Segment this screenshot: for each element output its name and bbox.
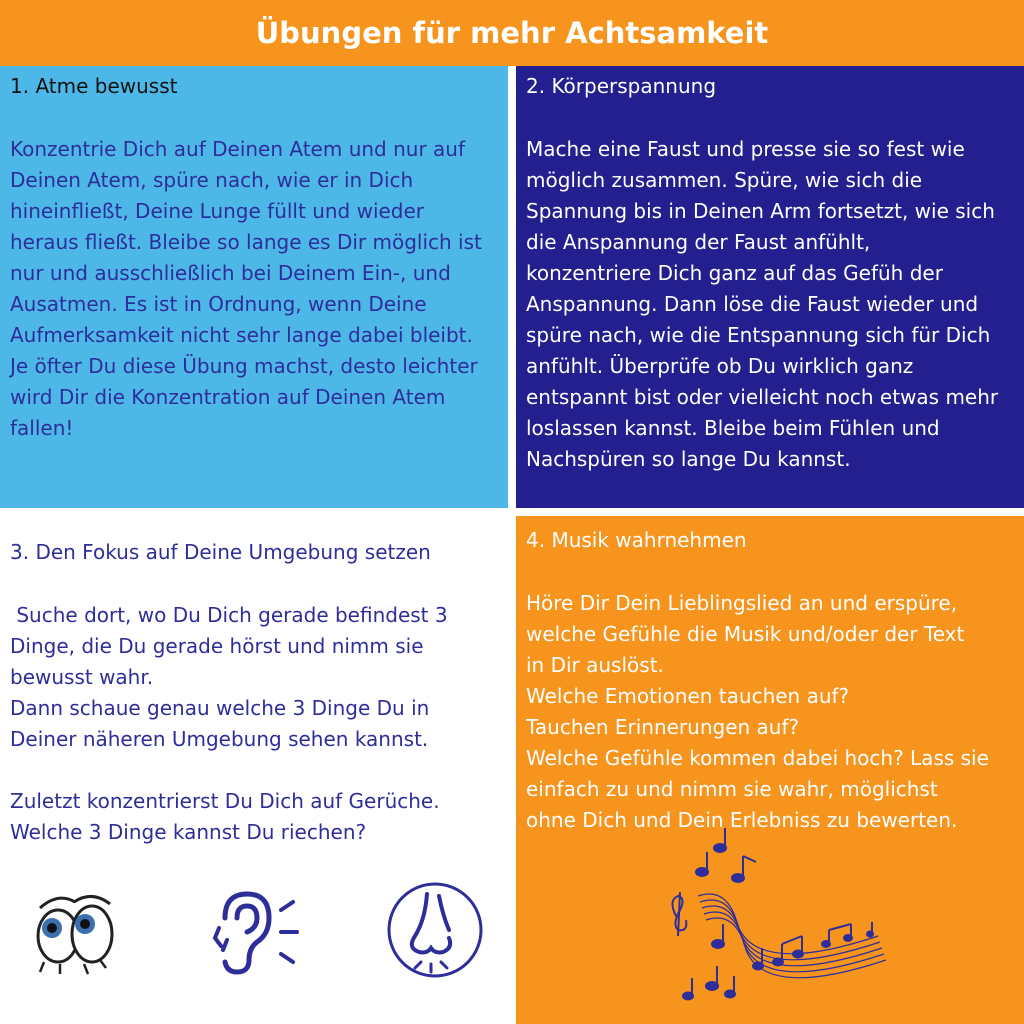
music-notes-icon xyxy=(658,826,888,1006)
senses-icons xyxy=(0,878,508,988)
text-line: Spannung bis in Deinen Arm fortsetzt, wie sich xyxy=(526,199,995,223)
panel-title: 4. Musik wahrnehmen xyxy=(526,528,747,552)
text-line: Deiner näheren Umgebung sehen kannst. xyxy=(10,727,429,751)
panel-text xyxy=(10,134,498,444)
text-line: nur und ausschließlich bei Deinem Ein-, und xyxy=(10,261,451,285)
text-line: heraus fließt. Bleibe so lange es Dir möglich ist xyxy=(10,230,482,254)
header-banner xyxy=(0,0,1024,66)
text-line: bewusst wahr. xyxy=(10,665,154,689)
panel-atme-bewusst xyxy=(0,66,508,508)
text-line: Zuletzt konzentrierst Du Dich auf Gerüche. xyxy=(10,789,440,813)
text-line: loslassen kannst. Bleibe beim Fühlen und xyxy=(526,416,940,440)
text-line: Höre Dir Dein Lieblingslied an und erspüre, xyxy=(526,591,958,615)
page-title: Übungen für mehr Achtsamkeit xyxy=(255,16,769,50)
text-line: Je öfter Du diese Übung machst, desto leichter xyxy=(10,354,478,378)
panel-koerperspannung xyxy=(516,66,1024,508)
text-line: Suche dort, wo Du Dich gerade befindest 3 xyxy=(10,603,448,627)
text-line: Aufmerksamkeit nicht sehr lange dabei bleibt. xyxy=(10,323,473,347)
text-line: Konzentrie Dich auf Deinen Atem und nur auf xyxy=(10,137,466,161)
text-line: entspannt bist oder vielleicht noch etwas mehr xyxy=(526,385,999,409)
panel-text xyxy=(526,134,1016,475)
text-line: Ausatmen. Es ist in Ordnung, wenn Deine xyxy=(10,292,427,316)
panel-title: 2. Körperspannung xyxy=(526,74,717,98)
text-line: Welche Emotionen tauchen auf? xyxy=(526,684,850,708)
text-line: Anspannung. Dann löse die Faust wieder und xyxy=(526,292,979,316)
text-line: fallen! xyxy=(10,416,74,440)
text-line: Welche 3 Dinge kannst Du riechen? xyxy=(10,820,367,844)
text-line: Deinen Atem, spüre nach, wie er in Dich xyxy=(10,168,414,192)
text-line: Nachspüren so lange Du kannst. xyxy=(526,447,851,471)
text-line: konzentriere Dich ganz auf das Gefüh der xyxy=(526,261,943,285)
nose-icon xyxy=(377,880,495,980)
text-line: einfach zu und nimm sie wahr, möglichst xyxy=(526,777,938,801)
eyes-icon xyxy=(30,888,120,978)
text-line: Dinge, die Du gerade hörst und nimm sie xyxy=(10,634,424,658)
panel-title: 1. Atme bewusst xyxy=(10,74,178,98)
text-line: die Anspannung der Faust anfühlt, xyxy=(526,230,871,254)
panel-text xyxy=(10,600,498,848)
panel-text xyxy=(526,588,1016,836)
text-line: wird Dir die Konzentration auf Deinen Atem xyxy=(10,385,446,409)
ear-icon xyxy=(205,888,300,978)
text-line: Tauchen Erinnerungen auf? xyxy=(526,715,800,739)
panel-title: 3. Den Fokus auf Deine Umgebung setzen xyxy=(10,540,431,564)
text-line: welche Gefühle die Musik und/oder der Text xyxy=(526,622,965,646)
text-line: anfühlt. Überprüfe ob Du wirklich ganz xyxy=(526,354,914,378)
text-line: Mache eine Faust und presse sie so fest wie xyxy=(526,137,965,161)
text-line: Dann schaue genau welche 3 Dinge Du in xyxy=(10,696,430,720)
text-line: spüre nach, wie die Entspannung sich für Dich xyxy=(526,323,991,347)
text-line: möglich zusammen. Spüre, wie sich die xyxy=(526,168,923,192)
text-line: hineinfließt, Deine Lunge füllt und wieder xyxy=(10,199,425,223)
text-line: Welche Gefühle kommen dabei hoch? Lass sie xyxy=(526,746,989,770)
text-line: in Dir auslöst. xyxy=(526,653,664,677)
text-gap xyxy=(10,755,498,786)
text-line: ohne Dich und Dein Erlebniss zu bewerten. xyxy=(526,808,958,832)
